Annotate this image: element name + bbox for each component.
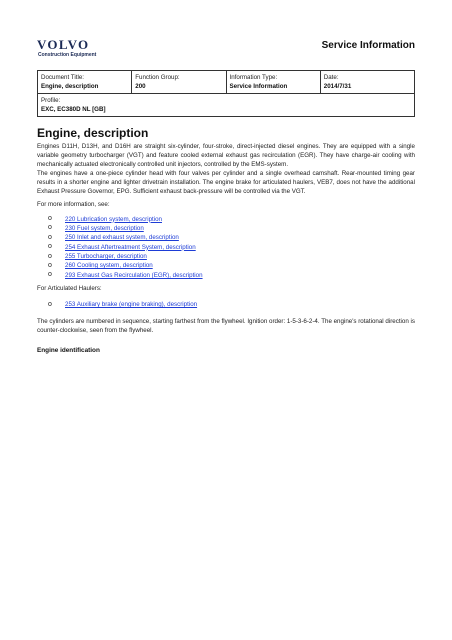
document-body <box>37 126 415 354</box>
intro-paragraph-2: The engines have a one-piece cylinder head with four valves per cylinder and a single overhead camshaft. Rear-mounted timing gear results in a shorter engine and lighter drivetrain installation. The engine brake for articulated haulers, VEB7, does not have the additional Exhaust Pressure Governor, EPG. Sufficient exhaust back-pressure will be controlled via the VGT. <box>37 169 415 195</box>
information-type-value: Service Information <box>229 83 288 90</box>
list-item <box>37 261 415 270</box>
information-type-cell <box>226 71 320 94</box>
service-information-title: Service Information <box>321 40 415 51</box>
page-heading: Engine, description <box>37 126 149 140</box>
profile-cell <box>38 94 415 117</box>
bullet-icon: o <box>48 215 52 223</box>
list-item <box>37 214 415 223</box>
function-group-label: Function Group: <box>135 74 180 81</box>
list-item <box>37 243 415 252</box>
link-egr[interactable]: 293 Exhaust Gas Recirculation (EGR), description <box>65 271 203 279</box>
hauler-links-list <box>37 300 415 309</box>
bullet-icon: o <box>48 233 52 241</box>
document-title-label: Document Title: <box>41 74 84 81</box>
date-value: 2014/7/31 <box>323 83 352 90</box>
document-title-value: Engine, description <box>41 83 99 90</box>
logo-subtitle: Construction Equipment <box>38 52 97 58</box>
bullet-icon: o <box>48 243 52 251</box>
bullet-icon: o <box>48 224 52 232</box>
link-cooling-system[interactable]: 260 Cooling system, description <box>65 262 153 270</box>
function-group-cell <box>132 71 226 94</box>
page-header <box>37 37 415 63</box>
document-title-cell <box>38 71 132 94</box>
profile-value: EXC, EC380D NL [GB] <box>41 106 106 113</box>
link-fuel-system[interactable]: 230 Fuel system, description <box>65 224 144 232</box>
list-item <box>37 300 415 309</box>
list-item <box>37 252 415 261</box>
date-cell <box>320 71 414 94</box>
link-inlet-exhaust-system[interactable]: 250 Inlet and exhaust system, description <box>65 234 179 242</box>
function-group-value: 200 <box>135 83 146 90</box>
date-label: Date: <box>323 74 339 81</box>
related-links-list <box>37 214 415 280</box>
cylinders-paragraph: The cylinders are numbered in sequence, starting farthest from the flywheel. Ignition order: 1-5-3-6-2-4. The engine's rotational direction is counter-clockwise, seen from the flywheel. <box>37 318 415 335</box>
volvo-logo: VOLVO <box>37 37 90 52</box>
engine-identification-heading: Engine identification <box>37 347 100 355</box>
link-auxiliary-brake[interactable]: 253 Auxiliary brake (engine braking), description <box>65 301 198 309</box>
more-info-text: For more information, see: <box>37 201 110 209</box>
link-turbocharger[interactable]: 255 Turbocharger, description <box>65 253 147 261</box>
list-item <box>37 224 415 233</box>
list-item <box>37 233 415 242</box>
document-meta-table <box>37 70 415 117</box>
haulers-label: For Articulated Haulers: <box>37 285 102 293</box>
information-type-label: Information Type: <box>229 74 278 81</box>
intro-paragraph-1: Engines D11H, D13H, and D16H are straight six-cylinder, four-stroke, direct-injected diesel engines. They are equipped with a single variable geometry turbocharger (VGT) and feature cooled external exhaust gas recirculation (EGR). They have charge-air cooling with mechanically actuated electronically controlled unit injectors, controlled by the EMS-system. <box>37 143 415 168</box>
link-exhaust-aftertreatment[interactable]: 254 Exhaust Aftertreatment System, description <box>65 243 196 251</box>
bullet-icon: o <box>48 261 52 269</box>
bullet-icon: o <box>48 271 52 279</box>
bullet-icon: o <box>48 252 52 260</box>
link-lubrication-system[interactable]: 220 Lubrication system, description <box>65 215 162 223</box>
bullet-icon: o <box>48 300 52 308</box>
list-item <box>37 271 415 280</box>
profile-label: Profile: <box>41 97 61 104</box>
